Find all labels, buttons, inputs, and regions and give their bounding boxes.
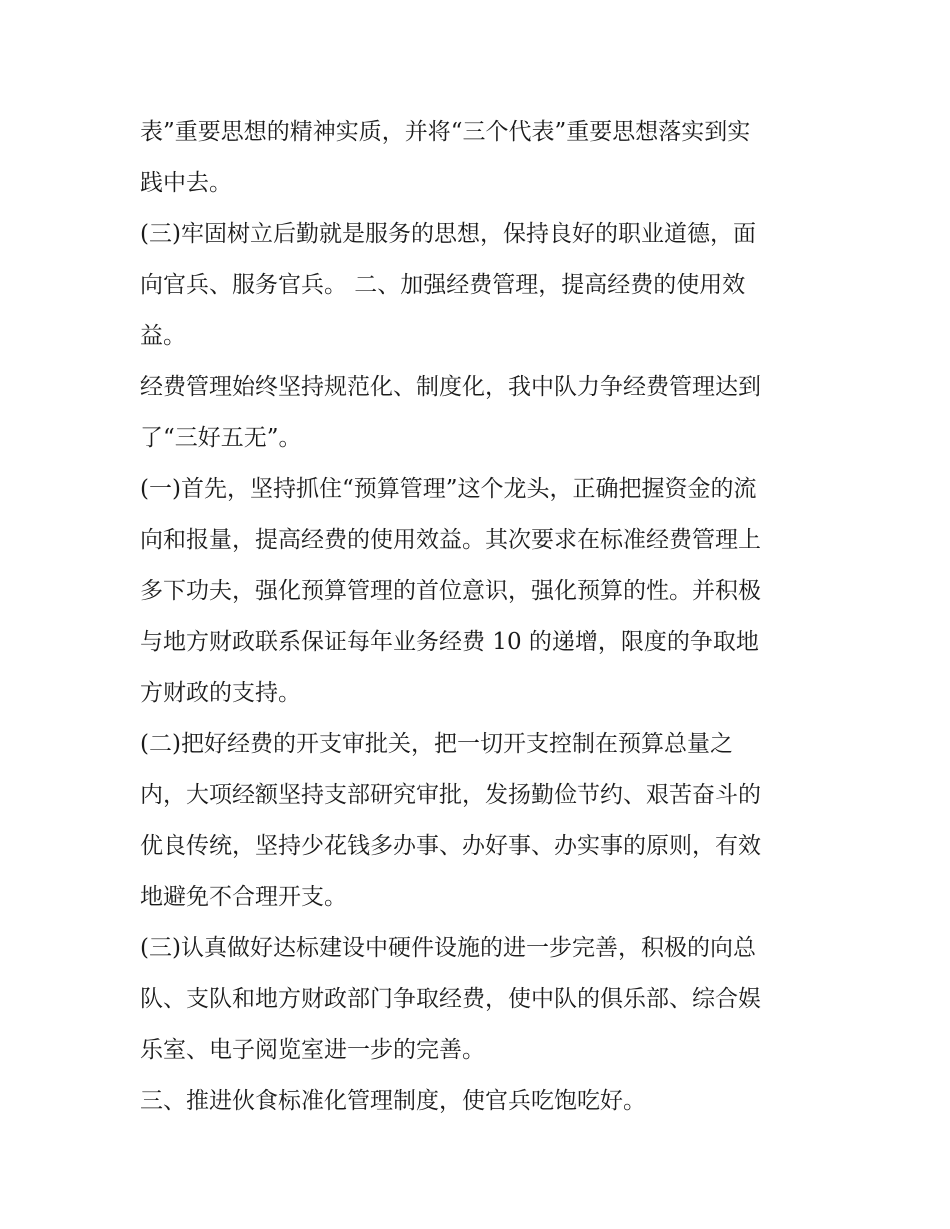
paragraph-line: 优良传统，坚持少花钱多办事、办好事、办实事的原则，有效 xyxy=(140,833,761,859)
paragraph-line: 经费管理始终坚持规范化、制度化，我中队力争经费管理达到 xyxy=(140,374,761,400)
paragraph-line: 与地方财政联系保证每年业务经费 10 的递增，限度的争取地 xyxy=(140,629,759,655)
paragraph-line: 向和报量，提高经费的使用效益。其次要求在标准经费管理上 xyxy=(140,527,761,553)
paragraph-6 xyxy=(140,923,820,1076)
paragraph-line: (三)认真做好达标建设中硬件设施的进一步完善，积极的向总 xyxy=(140,935,756,961)
paragraph-line: 乐室、电子阅览室进一步的完善。 xyxy=(140,1037,485,1063)
paragraph-3 xyxy=(140,362,820,464)
paragraph-line: 益。 xyxy=(140,323,186,349)
paragraph-1 xyxy=(140,107,820,209)
paragraph-5 xyxy=(140,719,820,923)
paragraph-line: 多下功夫，强化预算管理的首位意识，强化预算的性。并积极 xyxy=(140,578,761,604)
paragraph-line: 地避免不合理开支。 xyxy=(140,884,347,910)
document-body xyxy=(140,107,820,1127)
paragraph-7 xyxy=(140,1076,820,1127)
paragraph-line: (三)牢固树立后勤就是服务的思想，保持良好的职业道德，面 xyxy=(140,221,756,247)
paragraph-4 xyxy=(140,464,820,719)
paragraph-line: 向官兵、服务官兵。 二、加强经费管理，提高经费的使用效 xyxy=(140,272,746,298)
paragraph-line: (一)首先，坚持抓住“预算管理”这个龙头，正确把握资金的流 xyxy=(140,476,757,502)
paragraph-line: 方财政的支持。 xyxy=(140,680,301,706)
paragraph-line: 践中去。 xyxy=(140,170,232,196)
paragraph-line: 队、支队和地方财政部门争取经费，使中队的俱乐部、综合娱 xyxy=(140,986,761,1012)
paragraph-line: 了“三好五无”。 xyxy=(140,425,302,451)
paragraph-line: 内，大项经额坚持支部研究审批，发扬勤俭节约、艰苦奋斗的 xyxy=(140,782,761,808)
paragraph-line: 表”重要思想的精神实质，并将“三个代表”重要思想落实到实 xyxy=(140,119,751,145)
paragraph-line: (二)把好经费的开支审批关，把一切开支控制在预算总量之 xyxy=(140,731,733,757)
paragraph-line: 三、推进伙食标准化管理制度，使官兵吃饱吃好。 xyxy=(140,1088,646,1114)
paragraph-2 xyxy=(140,209,820,362)
